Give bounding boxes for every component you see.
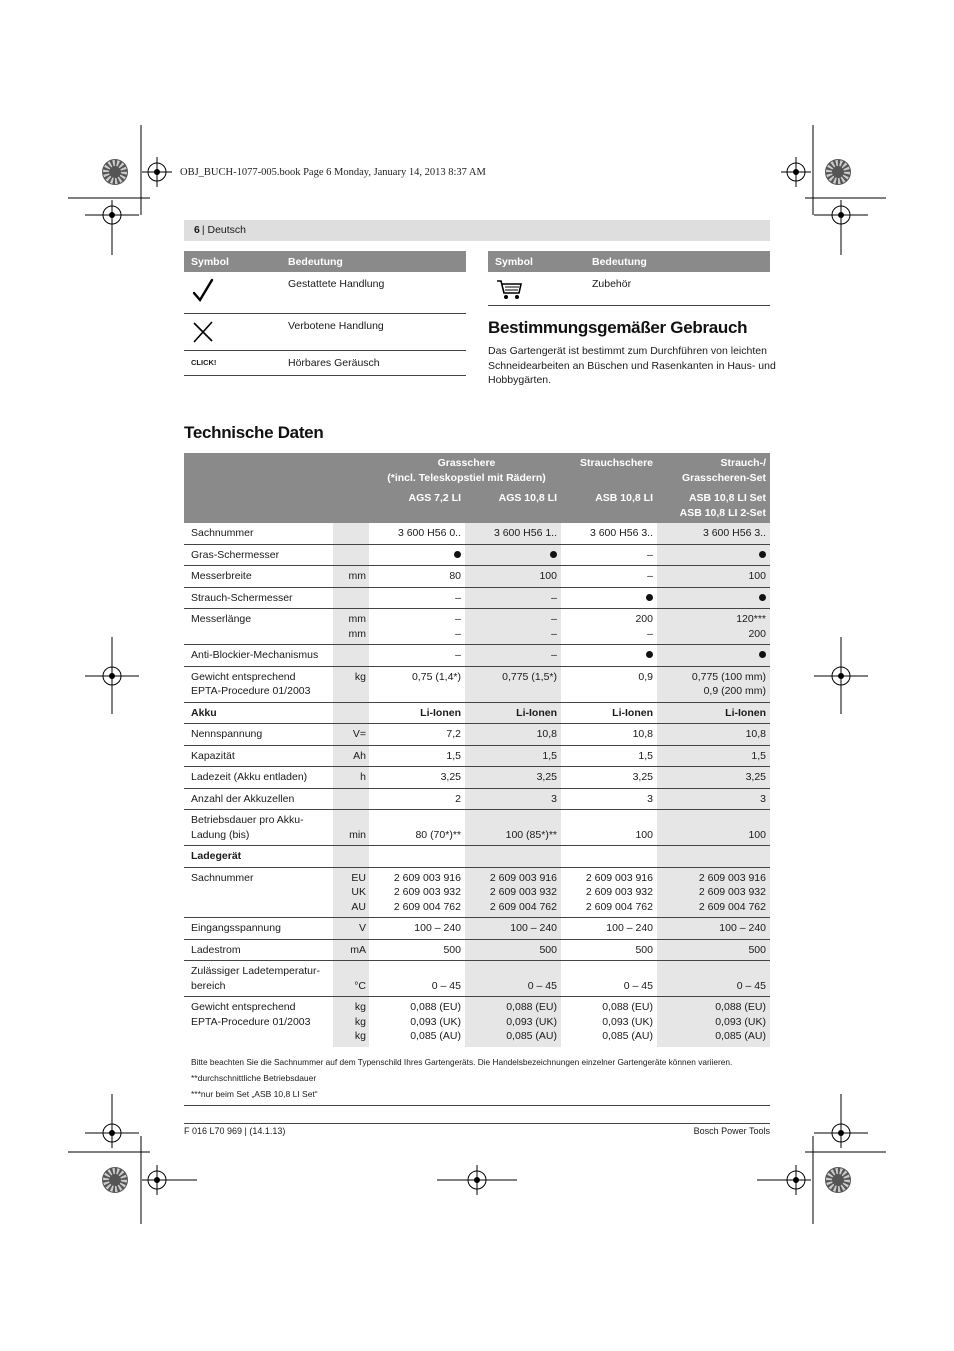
col-symbol-header: Symbol: [184, 251, 281, 272]
row-value: [465, 846, 561, 868]
tech-row: [184, 702, 770, 724]
text-line: Schneidearbeiten an Büschen und Rasenkanten in Haus- und: [488, 359, 776, 372]
row-value: 2 609 003 916 2 609 003 932 2 609 004 762: [561, 867, 657, 918]
row-label: Betriebsdauer pro Akku- Ladung (bis): [184, 810, 333, 846]
row-value: Li-Ionen: [561, 702, 657, 724]
meaning-allowed: Gestattete Handlung: [281, 272, 466, 313]
row-value: 100: [657, 810, 770, 846]
page-number: 6: [194, 224, 200, 236]
row-label: Nennspannung: [184, 724, 333, 746]
row-value: 3: [657, 788, 770, 810]
row-value: 10,8: [657, 724, 770, 746]
model-asb-set: ASB 10,8 LI Set: [688, 492, 766, 504]
row-value: 0 – 45: [465, 961, 561, 997]
row-value: 0,088 (EU) 0,093 (UK) 0,085 (AU): [657, 997, 770, 1047]
col-meaning-header: Bedeutung: [585, 251, 770, 272]
row-label: Messerbreite: [184, 566, 333, 588]
row-value: 3 600 H56 1..: [465, 523, 561, 544]
section-name: | Deutsch: [201, 224, 247, 236]
row-label: Sachnummer: [184, 867, 333, 918]
intended-use-text: [488, 344, 778, 388]
col-meaning-header: Bedeutung: [281, 251, 466, 272]
tech-model-row: [184, 488, 770, 523]
text-line: Hobbygärten.: [488, 374, 552, 386]
tech-data-table: [184, 453, 770, 1047]
row-value: 3,25: [657, 767, 770, 789]
tech-header-row: [184, 453, 770, 488]
tech-row: [184, 587, 770, 609]
row-value: 500: [369, 939, 465, 961]
tech-row: [184, 566, 770, 588]
row-label: Akku: [184, 702, 333, 724]
row-value: 2 609 003 916 2 609 003 932 2 609 004 762: [657, 867, 770, 918]
row-value: 0,088 (EU) 0,093 (UK) 0,085 (AU): [410, 1001, 461, 1042]
row-label: Zulässiger Ladetemperatur- bereich: [184, 961, 333, 997]
row-value: 100 (85*)**: [465, 810, 561, 846]
row-label: Gewicht entsprechend EPTA-Procedure 01/2003: [184, 666, 333, 702]
row-unit: mA: [333, 939, 369, 961]
row-value: [561, 846, 657, 868]
row-unit: [333, 523, 369, 544]
row-label: Anzahl der Akkuzellen: [184, 788, 333, 810]
row-value: 10,8: [561, 724, 657, 746]
bullet-icon: [561, 587, 657, 609]
row-value: –: [465, 645, 561, 667]
row-value: 500: [561, 939, 657, 961]
row-value: 3,25: [465, 767, 561, 789]
row-value: 100 – 240: [465, 918, 561, 940]
symbol-table-right: [488, 251, 770, 306]
row-value: 80: [369, 566, 465, 588]
row-unit: [333, 788, 369, 810]
bullet-icon: [657, 544, 770, 566]
bullet-icon: [657, 645, 770, 667]
row-value: 0,775 (1,5*): [465, 666, 561, 702]
bullet-icon: [465, 544, 561, 566]
row-value: –: [561, 566, 657, 588]
meaning-sound: Hörbares Geräusch: [281, 350, 466, 375]
tech-row: [184, 939, 770, 961]
row-value: 0 – 45: [369, 961, 465, 997]
grass-shear-heading: Grasschere: [437, 457, 496, 469]
row-value: 200 –: [561, 609, 657, 645]
set-heading-1: Strauch-/: [720, 457, 766, 469]
row-unit: kg kg kg: [333, 997, 369, 1047]
model-ags72: AGS 7,2 LI: [369, 488, 465, 523]
row-unit: [333, 702, 369, 724]
grass-shear-subheading: (*incl. Teleskopstiel mit Rädern): [387, 471, 546, 484]
tech-row: [184, 609, 770, 645]
row-value: –: [465, 587, 561, 609]
row-unit: EU UK AU: [333, 867, 369, 918]
row-unit: V=: [333, 724, 369, 746]
row-value: [369, 846, 465, 868]
row-value: 100: [465, 566, 561, 588]
row-value: 120*** 200: [657, 609, 770, 645]
row-value: 3 600 H56 3..: [561, 523, 657, 544]
footer-divider: [184, 1123, 770, 1124]
tech-row: [184, 867, 770, 918]
tech-row: [184, 997, 770, 1047]
model-asb108: ASB 10,8 LI: [561, 488, 657, 523]
row-value: – –: [369, 609, 465, 645]
row-value: 0 – 45: [657, 961, 770, 997]
row-value: 100: [657, 566, 770, 588]
row-value: 1,5: [561, 745, 657, 767]
row-value: 1,5: [369, 745, 465, 767]
row-label: Ladestrom: [184, 939, 333, 961]
row-value: 100 – 240: [369, 918, 465, 940]
row-unit: Ah: [333, 745, 369, 767]
row-unit: min: [333, 810, 369, 846]
row-value: 3: [465, 788, 561, 810]
check-icon: [184, 272, 281, 313]
tech-row: [184, 745, 770, 767]
footnotes: [191, 1054, 771, 1102]
meaning-accessory: Zubehör: [585, 272, 770, 306]
row-unit: [333, 544, 369, 566]
tech-row: [184, 523, 770, 544]
row-label: Eingangsspannung: [184, 918, 333, 940]
row-value: 7,2: [369, 724, 465, 746]
row-label: Gras-Schermesser: [184, 544, 333, 566]
row-value: Li-Ionen: [369, 702, 465, 724]
row-value: 1,5: [465, 745, 561, 767]
row-value: –: [369, 645, 465, 667]
row-unit: V: [333, 918, 369, 940]
row-label: Messerlänge: [184, 609, 333, 645]
tech-row: [184, 666, 770, 702]
row-unit: kg: [333, 666, 369, 702]
row-value: – –: [465, 609, 561, 645]
row-value: 500: [657, 939, 770, 961]
tech-row: [184, 846, 770, 868]
row-value: 2 609 003 916 2 609 003 932 2 609 004 762: [465, 867, 561, 918]
bullet-icon: [657, 587, 770, 609]
bullet-icon: [369, 544, 465, 566]
row-value: 100 – 240: [561, 918, 657, 940]
tech-row: [184, 544, 770, 566]
row-label: Ladegerät: [184, 846, 333, 868]
row-unit: °C: [333, 961, 369, 997]
footer-right: Bosch Power Tools: [693, 1126, 770, 1136]
row-value: 3,25: [369, 767, 465, 789]
row-value: 80 (70*)**: [369, 810, 465, 846]
tech-row: [184, 645, 770, 667]
row-unit: mm mm: [333, 609, 369, 645]
row-label: Kapazität: [184, 745, 333, 767]
row-value: 0,9: [561, 666, 657, 702]
text-line: Das Gartengerät ist bestimmt zum Durchführen von leichten: [488, 345, 767, 357]
tech-data-title: Technische Daten: [184, 423, 324, 442]
meaning-forbidden: Verbotene Handlung: [281, 313, 466, 350]
row-value: 3 600 H56 0..: [369, 523, 465, 544]
row-unit: [333, 645, 369, 667]
col-symbol-header: Symbol: [488, 251, 585, 272]
file-header: OBJ_BUCH-1077-005.book Page 6 Monday, January 14, 2013 8:37 AM: [180, 167, 486, 178]
intended-use-title: Bestimmungsgemäßer Gebrauch: [488, 318, 748, 337]
row-unit: h: [333, 767, 369, 789]
row-unit: [333, 587, 369, 609]
row-value: –: [561, 544, 657, 566]
tech-row: [184, 810, 770, 846]
row-value: 2 609 003 916 2 609 003 932 2 609 004 762: [369, 867, 465, 918]
set-heading-2: Grasscheren-Set: [681, 471, 766, 484]
row-label: Anti-Blockier-Mechanismus: [184, 645, 333, 667]
row-value: 3: [561, 788, 657, 810]
row-value: 3 600 H56 3..: [657, 523, 770, 544]
row-value: 10,8: [465, 724, 561, 746]
row-label: Ladezeit (Akku entladen): [184, 767, 333, 789]
footnote-divider: [184, 1105, 770, 1106]
tech-row: [184, 788, 770, 810]
tech-row: [184, 724, 770, 746]
row-value: 0 – 45: [561, 961, 657, 997]
row-value: 100 – 240: [657, 918, 770, 940]
row-value: 2: [369, 788, 465, 810]
tech-row: [184, 961, 770, 997]
shrub-shear-heading: Strauchschere: [580, 457, 653, 469]
row-label: Strauch-Schermesser: [184, 587, 333, 609]
model-asb-2set: ASB 10,8 LI 2-Set: [679, 506, 766, 519]
model-ags108: AGS 10,8 LI: [465, 488, 561, 523]
cart-icon: [488, 272, 585, 306]
row-unit: [333, 846, 369, 868]
cross-icon: [184, 313, 281, 350]
row-value: 0,088 (EU) 0,093 (UK) 0,085 (AU): [465, 997, 561, 1047]
row-label: Gewicht entsprechend EPTA-Procedure 01/2003: [191, 1001, 311, 1028]
row-value: [657, 846, 770, 868]
page-header: [184, 220, 770, 241]
footnote-3: ***nur beim Set „ASB 10,8 LI Set“: [191, 1089, 318, 1099]
footnote-1: Bitte beachten Sie die Sachnummer auf dem Typenschild Ihres Gartengeräts. Die Handelsbezeichnungen einzelner Gartengeräte können variieren.: [191, 1057, 733, 1067]
tech-row: [184, 918, 770, 940]
row-value: –: [369, 587, 465, 609]
row-unit: mm: [333, 566, 369, 588]
row-value: 3,25: [561, 767, 657, 789]
tech-row: [184, 767, 770, 789]
row-value: 100: [561, 810, 657, 846]
click-symbol: CLICK!: [184, 350, 281, 375]
bullet-icon: [561, 645, 657, 667]
row-value: 0,775 (100 mm) 0,9 (200 mm): [657, 666, 770, 702]
row-value: Li-Ionen: [465, 702, 561, 724]
row-value: 0,088 (EU) 0,093 (UK) 0,085 (AU): [602, 1001, 653, 1042]
row-value: Li-Ionen: [657, 702, 770, 724]
row-value: 1,5: [657, 745, 770, 767]
row-value: 500: [465, 939, 561, 961]
row-value: 0,75 (1,4*): [369, 666, 465, 702]
row-label: Sachnummer: [184, 523, 333, 544]
footnote-2: **durchschnittliche Betriebsdauer: [191, 1073, 317, 1083]
footer-left: F 016 L70 969 | (14.1.13): [184, 1126, 286, 1136]
symbol-table-left: [184, 251, 466, 376]
